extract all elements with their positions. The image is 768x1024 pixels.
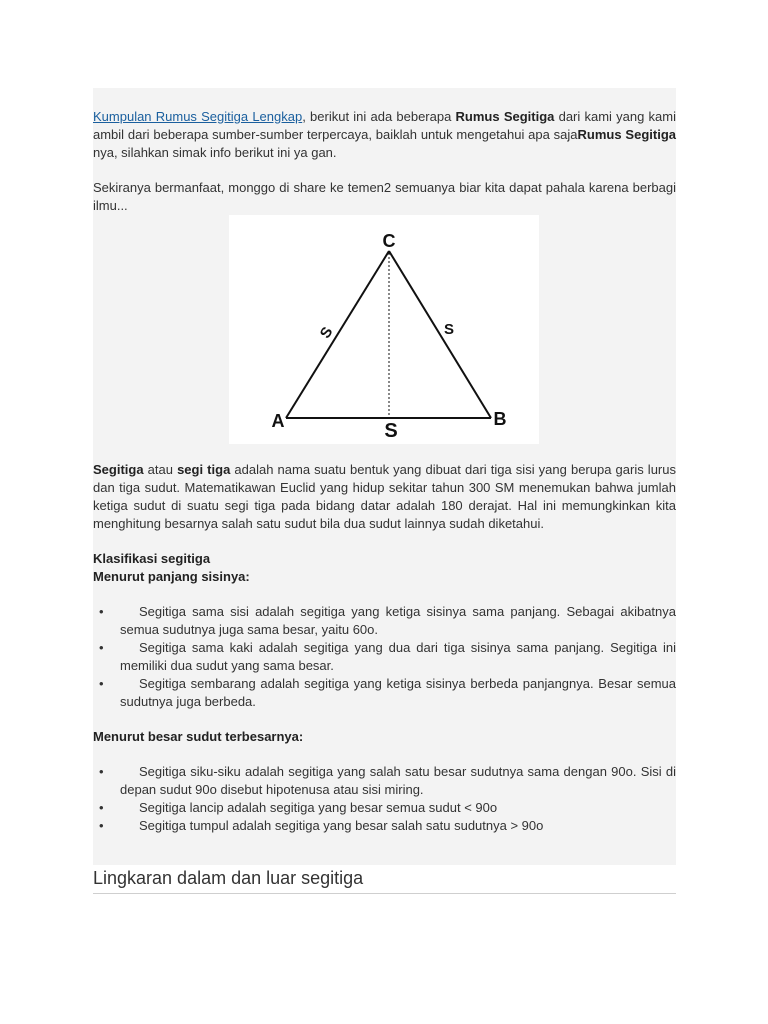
subheading-sisi-text: Menurut panjang sisinya: (93, 569, 250, 584)
list-item (93, 817, 676, 835)
label-c: C (382, 231, 396, 251)
bullet-icon: • (99, 676, 104, 691)
bullet-icon: • (99, 764, 104, 779)
definition-paragraph (93, 461, 676, 533)
definition-text-1: atau (143, 462, 178, 477)
side-bc (389, 251, 491, 418)
list-item-text: Segitiga tumpul adalah segitiga yang besar salah satu sudutnya > 90o (139, 818, 544, 833)
intro-bold-2: Rumus Segitiga (577, 127, 676, 142)
subheading-sudut (93, 728, 676, 746)
label-a: A (271, 411, 285, 431)
side-ac (286, 251, 389, 418)
intro-text-3: nya, silahkan simak info berikut ini ya gan. (93, 145, 337, 160)
list-item (93, 799, 676, 817)
definition-block (93, 444, 676, 865)
figure-row (93, 215, 676, 444)
label-left-s: S (316, 323, 337, 342)
list-sudut (93, 763, 676, 835)
list-item-text: Segitiga siku-siku adalah segitiga yang salah satu besar sudutnya sama dengan 90o. Sisi di depan sudut 90o disebut hipotenusa atau sisi miring. (120, 764, 676, 797)
intro-bold-1: Rumus Segitiga (455, 109, 555, 124)
intro-paragraph (93, 108, 676, 162)
definition-bold-1: Segitiga (93, 462, 144, 477)
list-sisi (93, 603, 676, 711)
list-item-text: Segitiga sama kaki adalah segitiga yang dua dari tiga sisinya sama panjang. Segitiga ini memiliki dua sudut yang sama besar. (120, 640, 676, 673)
label-right-s: S (443, 321, 455, 338)
definition-bold-2: segi tiga (177, 462, 231, 477)
intro-text-1: , berikut ini ada beberapa (302, 109, 456, 124)
klasifikasi-title-text: Klasifikasi segitiga (93, 551, 211, 566)
list-item-text: Segitiga sembarang adalah segitiga yang ketiga sisinya berbeda panjangnya. Besar semua sudutnya juga berbeda. (120, 676, 676, 709)
klasifikasi-title (93, 550, 676, 568)
section-heading: Lingkaran dalam dan luar segitiga (93, 865, 676, 894)
list-item (93, 675, 676, 711)
subheading-sudut-text: Menurut besar sudut terbesarnya: (93, 729, 304, 744)
bullet-icon: • (99, 640, 104, 655)
label-base-s: S (384, 420, 398, 442)
list-item-text: Segitiga lancip adalah segitiga yang besar semua sudut < 90o (139, 800, 498, 815)
article-content (93, 88, 676, 894)
share-paragraph: Sekiranya bermanfaat, monggo di share ke temen2 semuanya biar kita dapat pahala karena berbagi ilmu... (93, 180, 676, 213)
list-item (93, 603, 676, 639)
article-link[interactable]: Kumpulan Rumus Segitiga Lengkap (93, 109, 303, 124)
list-item-text: Segitiga sama sisi adalah segitiga yang ketiga sisinya sama panjang. Sebagai akibatnya semua sudutnya juga sama besar, yaitu 60o. (120, 604, 676, 637)
list-item (93, 763, 676, 799)
list-item (93, 639, 676, 675)
intro-block (93, 88, 676, 215)
triangle-figure (229, 215, 539, 444)
label-b: B (493, 409, 507, 429)
triangle-diagram (229, 215, 539, 444)
subheading-sisi (93, 568, 676, 586)
intro-text-2: dari kami yang kami ambil dari beberapa sumber-sumber terpercaya, baiklah untuk mengetahui apa saja (93, 109, 676, 142)
bullet-icon: • (99, 800, 104, 815)
bullet-icon: • (99, 818, 104, 833)
definition-text-2: adalah nama suatu bentuk yang dibuat dari tiga sisi yang berupa garis lurus dan tiga sudut. Matematikawan Euclid yang hidup sekitar tahun 300 SM menemukan bahwa jumlah ketiga sudut di suatu segi tiga pada bidang datar adalah 180 derajat. Hal ini memungkinkan kita menghitung besarnya salah satu sudut bila dua sudut lainnya sudah diketahui. (93, 462, 676, 531)
bullet-icon: • (99, 604, 104, 619)
